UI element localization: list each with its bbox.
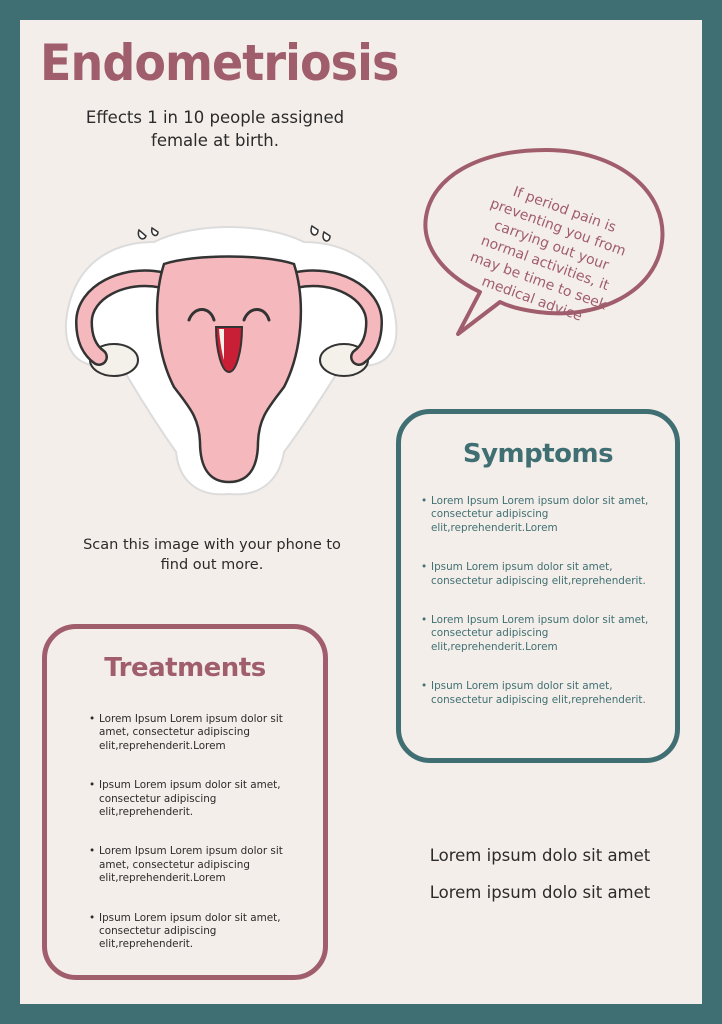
symptoms-heading: Symptoms [462, 439, 614, 469]
speech-bubble-text: If period pain is preventing you from carrying out your normal activities, it may be time to seek medical advice [467, 183, 628, 325]
footer-line: Lorem ipsum dolo sit amet [429, 846, 651, 865]
list-item: • Lorem Ipsum Lorem ipsum dolor sit amet, consectetur adipiscing elit,reprehenderit.Lorem [431, 495, 651, 535]
list-item: • Ipsum Lorem ipsum dolor sit amet, consectetur adipiscing elit,reprehenderit. [431, 561, 651, 588]
treatments-list [99, 713, 309, 978]
uterus-cartoon-icon [44, 202, 404, 502]
treatments-heading: Treatments [104, 653, 266, 683]
uterus-illustration[interactable] [44, 202, 404, 502]
symptoms-list [431, 495, 651, 733]
list-item: • Lorem Ipsum Lorem ipsum dolor sit amet, consectetur adipiscing elit,reprehenderit.Lorem [99, 713, 309, 753]
scan-instruction: Scan this image with your phone to find out more. [83, 537, 341, 573]
treatments-card [42, 624, 328, 980]
symptoms-card [396, 409, 680, 763]
list-item: • Lorem Ipsum Lorem ipsum dolor sit amet, consectetur adipiscing elit,reprehenderit.Lorem [431, 614, 651, 654]
list-item: • Ipsum Lorem ipsum dolor sit amet, consectetur adipiscing elit,reprehenderit. [99, 779, 309, 819]
list-item: • Ipsum Lorem ipsum dolor sit amet, consectetur adipiscing elit,reprehenderit. [99, 912, 309, 952]
poster-page [20, 20, 702, 1004]
subtitle: Effects 1 in 10 people assigned female at birth. [85, 108, 345, 150]
footer-line: Lorem ipsum dolo sit amet [429, 883, 651, 902]
list-item: • Ipsum Lorem ipsum dolor sit amet, consectetur adipiscing elit,reprehenderit. [431, 680, 651, 707]
list-item: • Lorem Ipsum Lorem ipsum dolor sit amet, consectetur adipiscing elit,reprehenderit.Lorem [99, 845, 309, 885]
poster-title: Endometriosis [40, 34, 399, 92]
speech-bubble [418, 142, 674, 342]
